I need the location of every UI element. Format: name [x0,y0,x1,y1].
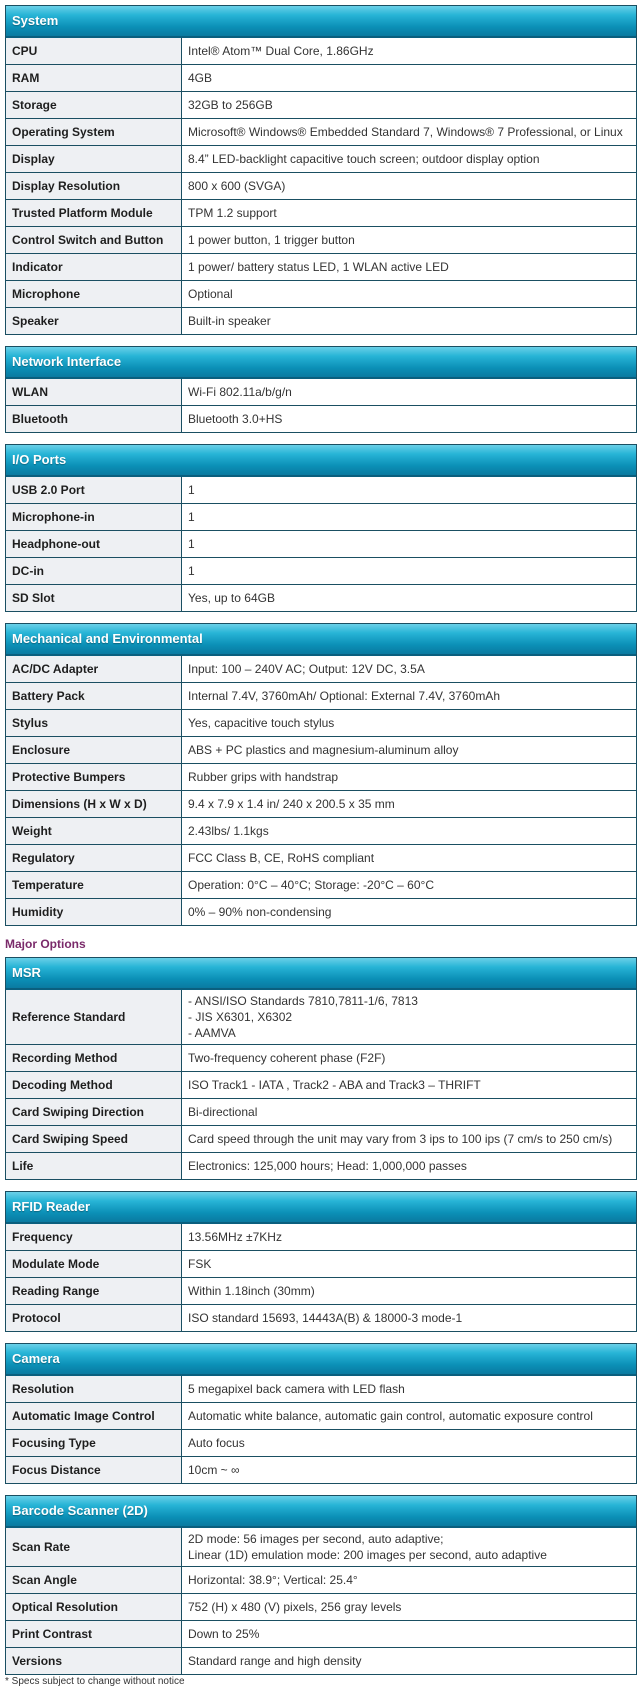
spec-row [6,1071,636,1098]
spec-value [182,1567,636,1593]
spec-value-line: Intel® Atom™ Dual Core, 1.86GHz [188,44,374,58]
spec-value [182,477,636,503]
spec-value-line: 0% – 90% non-condensing [188,905,332,919]
spec-value-line: 2.43lbs/ 1.1kgs [188,824,269,838]
spec-label: Operating System [6,119,182,145]
spec-row [6,898,636,925]
spec-value [182,254,636,280]
spec-value-line: Optional [188,287,233,301]
spec-value-line: - JIS X6301, X6302 [188,1010,293,1024]
spec-row [6,1304,636,1331]
spec-value-line: Yes, up to 64GB [188,591,275,605]
section-header: RFID Reader [6,1192,636,1224]
spec-value-line: FSK [188,1257,212,1271]
spec-row [6,307,636,334]
spec-value [182,899,636,925]
spec-label: Display [6,146,182,172]
section-header: MSR [6,958,636,990]
spec-row [6,871,636,898]
spec-label: USB 2.0 Port [6,477,182,503]
spec-value-line: Bi-directional [188,1105,258,1119]
spec-row [6,709,636,736]
spec-value-line: ISO Track1 - IATA , Track2 - ABA and Track3 – THRIFT [188,1078,481,1092]
spec-label: Life [6,1153,182,1179]
spec-row [6,1456,636,1483]
spec-label: Battery Pack [6,683,182,709]
spec-label: Optical Resolution [6,1594,182,1620]
spec-row [6,38,636,64]
spec-value [182,119,636,145]
spec-value-line: 9.4 x 7.9 x 1.4 in/ 240 x 200.5 x 35 mm [188,797,395,811]
spec-label: Display Resolution [6,173,182,199]
spec-row [6,503,636,530]
section-header: Camera [6,1344,636,1376]
spec-value [182,1099,636,1125]
spec-value [182,173,636,199]
spec-label: Microphone [6,281,182,307]
spec-value-line: 32GB to 256GB [188,98,273,112]
spec-row [6,280,636,307]
spec-value-line: Internal 7.4V, 3760mAh/ Optional: External 7.4V, 3760mAh [188,689,500,703]
spec-row [6,405,636,432]
spec-label: Resolution [6,1376,182,1402]
spec-value-line: Built-in speaker [188,314,271,328]
spec-row [6,379,636,405]
spec-row [6,682,636,709]
spec-label: Focus Distance [6,1457,182,1483]
spec-label: Stylus [6,710,182,736]
spec-row [6,145,636,172]
section-rfid-reader [5,1191,637,1332]
spec-value-line: Linear (1D) emulation mode: 200 images per second, auto adaptive [188,1548,547,1562]
spec-value-line: Down to 25% [188,1627,260,1641]
spec-label: Control Switch and Button [6,227,182,253]
section-header: I/O Ports [6,445,636,477]
spec-value-line: Yes, capacitive touch stylus [188,716,335,730]
spec-sections-main [5,5,635,926]
spec-label: Versions [6,1648,182,1674]
spec-value [182,65,636,91]
spec-label: Storage [6,92,182,118]
spec-label: AC/DC Adapter [6,656,182,682]
section-camera [5,1343,637,1484]
spec-value [182,1648,636,1674]
spec-label: CPU [6,38,182,64]
spec-value-line: 1 [188,564,195,578]
spec-label: DC-in [6,558,182,584]
spec-value-line: 10cm ~ ∞ [188,1463,240,1477]
spec-value [182,737,636,763]
spec-value-line: 2D mode: 56 images per second, auto adaptive; [188,1532,444,1546]
spec-value-line: Standard range and high density [188,1654,362,1668]
spec-value [182,872,636,898]
spec-value-line: ISO standard 15693, 14443A(B) & 18000-3 mode-1 [188,1311,463,1325]
spec-value [182,281,636,307]
spec-value [182,1126,636,1152]
spec-row [6,1593,636,1620]
spec-row [6,1402,636,1429]
spec-value [182,1457,636,1483]
spec-label: Indicator [6,254,182,280]
spec-row [6,118,636,145]
spec-row [6,1277,636,1304]
spec-row [6,530,636,557]
spec-value-line: 800 x 600 (SVGA) [188,179,286,193]
section-mechanical-and-environmental [5,623,637,926]
spec-row [6,1620,636,1647]
spec-value-line: 13.56MHz ±7KHz [188,1230,282,1244]
spec-row [6,1152,636,1179]
spec-label: Bluetooth [6,406,182,432]
spec-value [182,406,636,432]
section-header: Mechanical and Environmental [6,624,636,656]
section-header: Network Interface [6,347,636,379]
spec-value-line: Operation: 0°C – 40°C; Storage: -20°C – 60°C [188,878,434,892]
spec-label: Enclosure [6,737,182,763]
spec-row [6,1250,636,1277]
spec-label: Reference Standard [6,990,182,1044]
spec-label: Print Contrast [6,1621,182,1647]
spec-value [182,764,636,790]
spec-label: RAM [6,65,182,91]
section-msr [5,957,637,1180]
spec-sections-options [5,957,635,1675]
spec-row [6,64,636,91]
spec-label: Reading Range [6,1278,182,1304]
spec-label: Card Swiping Direction [6,1099,182,1125]
spec-label: SD Slot [6,585,182,611]
spec-value-line: Two-frequency coherent phase (F2F) [188,1051,386,1065]
spec-value-line: - AAMVA [188,1026,236,1040]
spec-value-line: Horizontal: 38.9°; Vertical: 25.4° [188,1573,358,1587]
spec-value [182,379,636,405]
spec-value [182,504,636,530]
spec-label: Card Swiping Speed [6,1126,182,1152]
spec-value-line: ABS + PC plastics and magnesium-aluminum alloy [188,743,459,757]
spec-row [6,763,636,790]
spec-value-line: Card speed through the unit may vary from 3 ips to 100 ips (7 cm/s to 250 cm/s) [188,1132,613,1146]
spec-label: Scan Rate [6,1528,182,1566]
spec-value [182,1376,636,1402]
spec-value-line: Auto focus [188,1436,245,1450]
spec-value [182,1251,636,1277]
spec-value [182,845,636,871]
spec-value [182,38,636,64]
section-header: Barcode Scanner (2D) [6,1496,636,1528]
spec-value-line: Input: 100 – 240V AC; Output: 12V DC, 3.5A [188,662,425,676]
spec-value-line: 1 power/ battery status LED, 1 WLAN active LED [188,260,449,274]
spec-row [6,199,636,226]
section-i-o-ports [5,444,637,612]
spec-value-line: Rubber grips with handstrap [188,770,339,784]
spec-value-line: Within 1.18inch (30mm) [188,1284,315,1298]
spec-label: Headphone-out [6,531,182,557]
spec-row [6,557,636,584]
spec-value [182,1621,636,1647]
spec-row [6,1125,636,1152]
spec-value-line: 1 power button, 1 trigger button [188,233,355,247]
spec-value [182,683,636,709]
spec-row [6,1429,636,1456]
spec-value [182,1224,636,1250]
spec-row [6,656,636,682]
spec-label: Microphone-in [6,504,182,530]
spec-label: Frequency [6,1224,182,1250]
spec-value [182,1153,636,1179]
spec-value-line: 5 megapixel back camera with LED flash [188,1382,405,1396]
section-barcode-scanner-2d [5,1495,637,1675]
spec-value-line: 8.4” LED-backlight capacitive touch screen; outdoor display option [188,152,540,166]
spec-row [6,226,636,253]
spec-value [182,200,636,226]
spec-row [6,477,636,503]
spec-label: Automatic Image Control [6,1403,182,1429]
spec-value [182,791,636,817]
spec-value-line: Automatic white balance, automatic gain control, automatic exposure control [188,1409,593,1423]
spec-value [182,585,636,611]
spec-value [182,1594,636,1620]
spec-label: Scan Angle [6,1567,182,1593]
spec-label: Decoding Method [6,1072,182,1098]
spec-value-line: FCC Class B, CE, RoHS compliant [188,851,375,865]
spec-value-line: Wi-Fi 802.11a/b/g/n [188,385,292,399]
spec-row [6,1647,636,1674]
spec-value-line: TPM 1.2 support [188,206,277,220]
spec-label: Modulate Mode [6,1251,182,1277]
spec-value [182,531,636,557]
spec-row [6,1566,636,1593]
spec-label: Dimensions (H x W x D) [6,791,182,817]
spec-value-line: - ANSI/ISO Standards 7810,7811-1/6, 7813 [188,994,418,1008]
spec-label: Focusing Type [6,1430,182,1456]
spec-value [182,1430,636,1456]
spec-row [6,790,636,817]
spec-value [182,1403,636,1429]
spec-row [6,253,636,280]
spec-row [6,172,636,199]
spec-row [6,584,636,611]
spec-value-line: 1 [188,537,195,551]
spec-label: WLAN [6,379,182,405]
spec-value [182,710,636,736]
spec-value-line: 4GB [188,71,213,85]
spec-value [182,227,636,253]
spec-value [182,92,636,118]
spec-row [6,1044,636,1071]
spec-value-line: Bluetooth 3.0+HS [188,412,283,426]
spec-value [182,1278,636,1304]
footnote: * Specs subject to change without notice [5,1676,185,1687]
spec-label: Humidity [6,899,182,925]
spec-row [6,1098,636,1125]
spec-label: Trusted Platform Module [6,200,182,226]
spec-row [6,844,636,871]
spec-label: Regulatory [6,845,182,871]
spec-row [6,1224,636,1250]
spec-label: Protocol [6,1305,182,1331]
major-options-heading: Major Options [5,937,86,951]
spec-value [182,308,636,334]
section-header: System [6,6,636,38]
spec-value [182,656,636,682]
spec-label: Protective Bumpers [6,764,182,790]
spec-value-line: 1 [188,510,195,524]
spec-label: Recording Method [6,1045,182,1071]
spec-row [6,1528,636,1566]
spec-value-line: Microsoft® Windows® Embedded Standard 7, Windows® 7 Professional, or Linux [188,125,623,139]
section-network-interface [5,346,637,433]
spec-row [6,990,636,1044]
spec-value [182,1045,636,1071]
spec-row [6,736,636,763]
spec-value-line: 1 [188,483,195,497]
spec-value [182,990,636,1044]
spec-row [6,1376,636,1402]
spec-value [182,146,636,172]
spec-value [182,558,636,584]
section-system [5,5,637,335]
spec-value [182,1072,636,1098]
spec-value [182,1528,636,1566]
spec-sheet [5,5,635,1687]
spec-value-line: Electronics: 125,000 hours; Head: 1,000,000 passes [188,1159,467,1173]
spec-label: Speaker [6,308,182,334]
spec-value-line: 752 (H) x 480 (V) pixels, 256 gray levels [188,1600,402,1614]
spec-value [182,1305,636,1331]
spec-row [6,91,636,118]
spec-label: Weight [6,818,182,844]
spec-value [182,818,636,844]
spec-label: Temperature [6,872,182,898]
spec-row [6,817,636,844]
